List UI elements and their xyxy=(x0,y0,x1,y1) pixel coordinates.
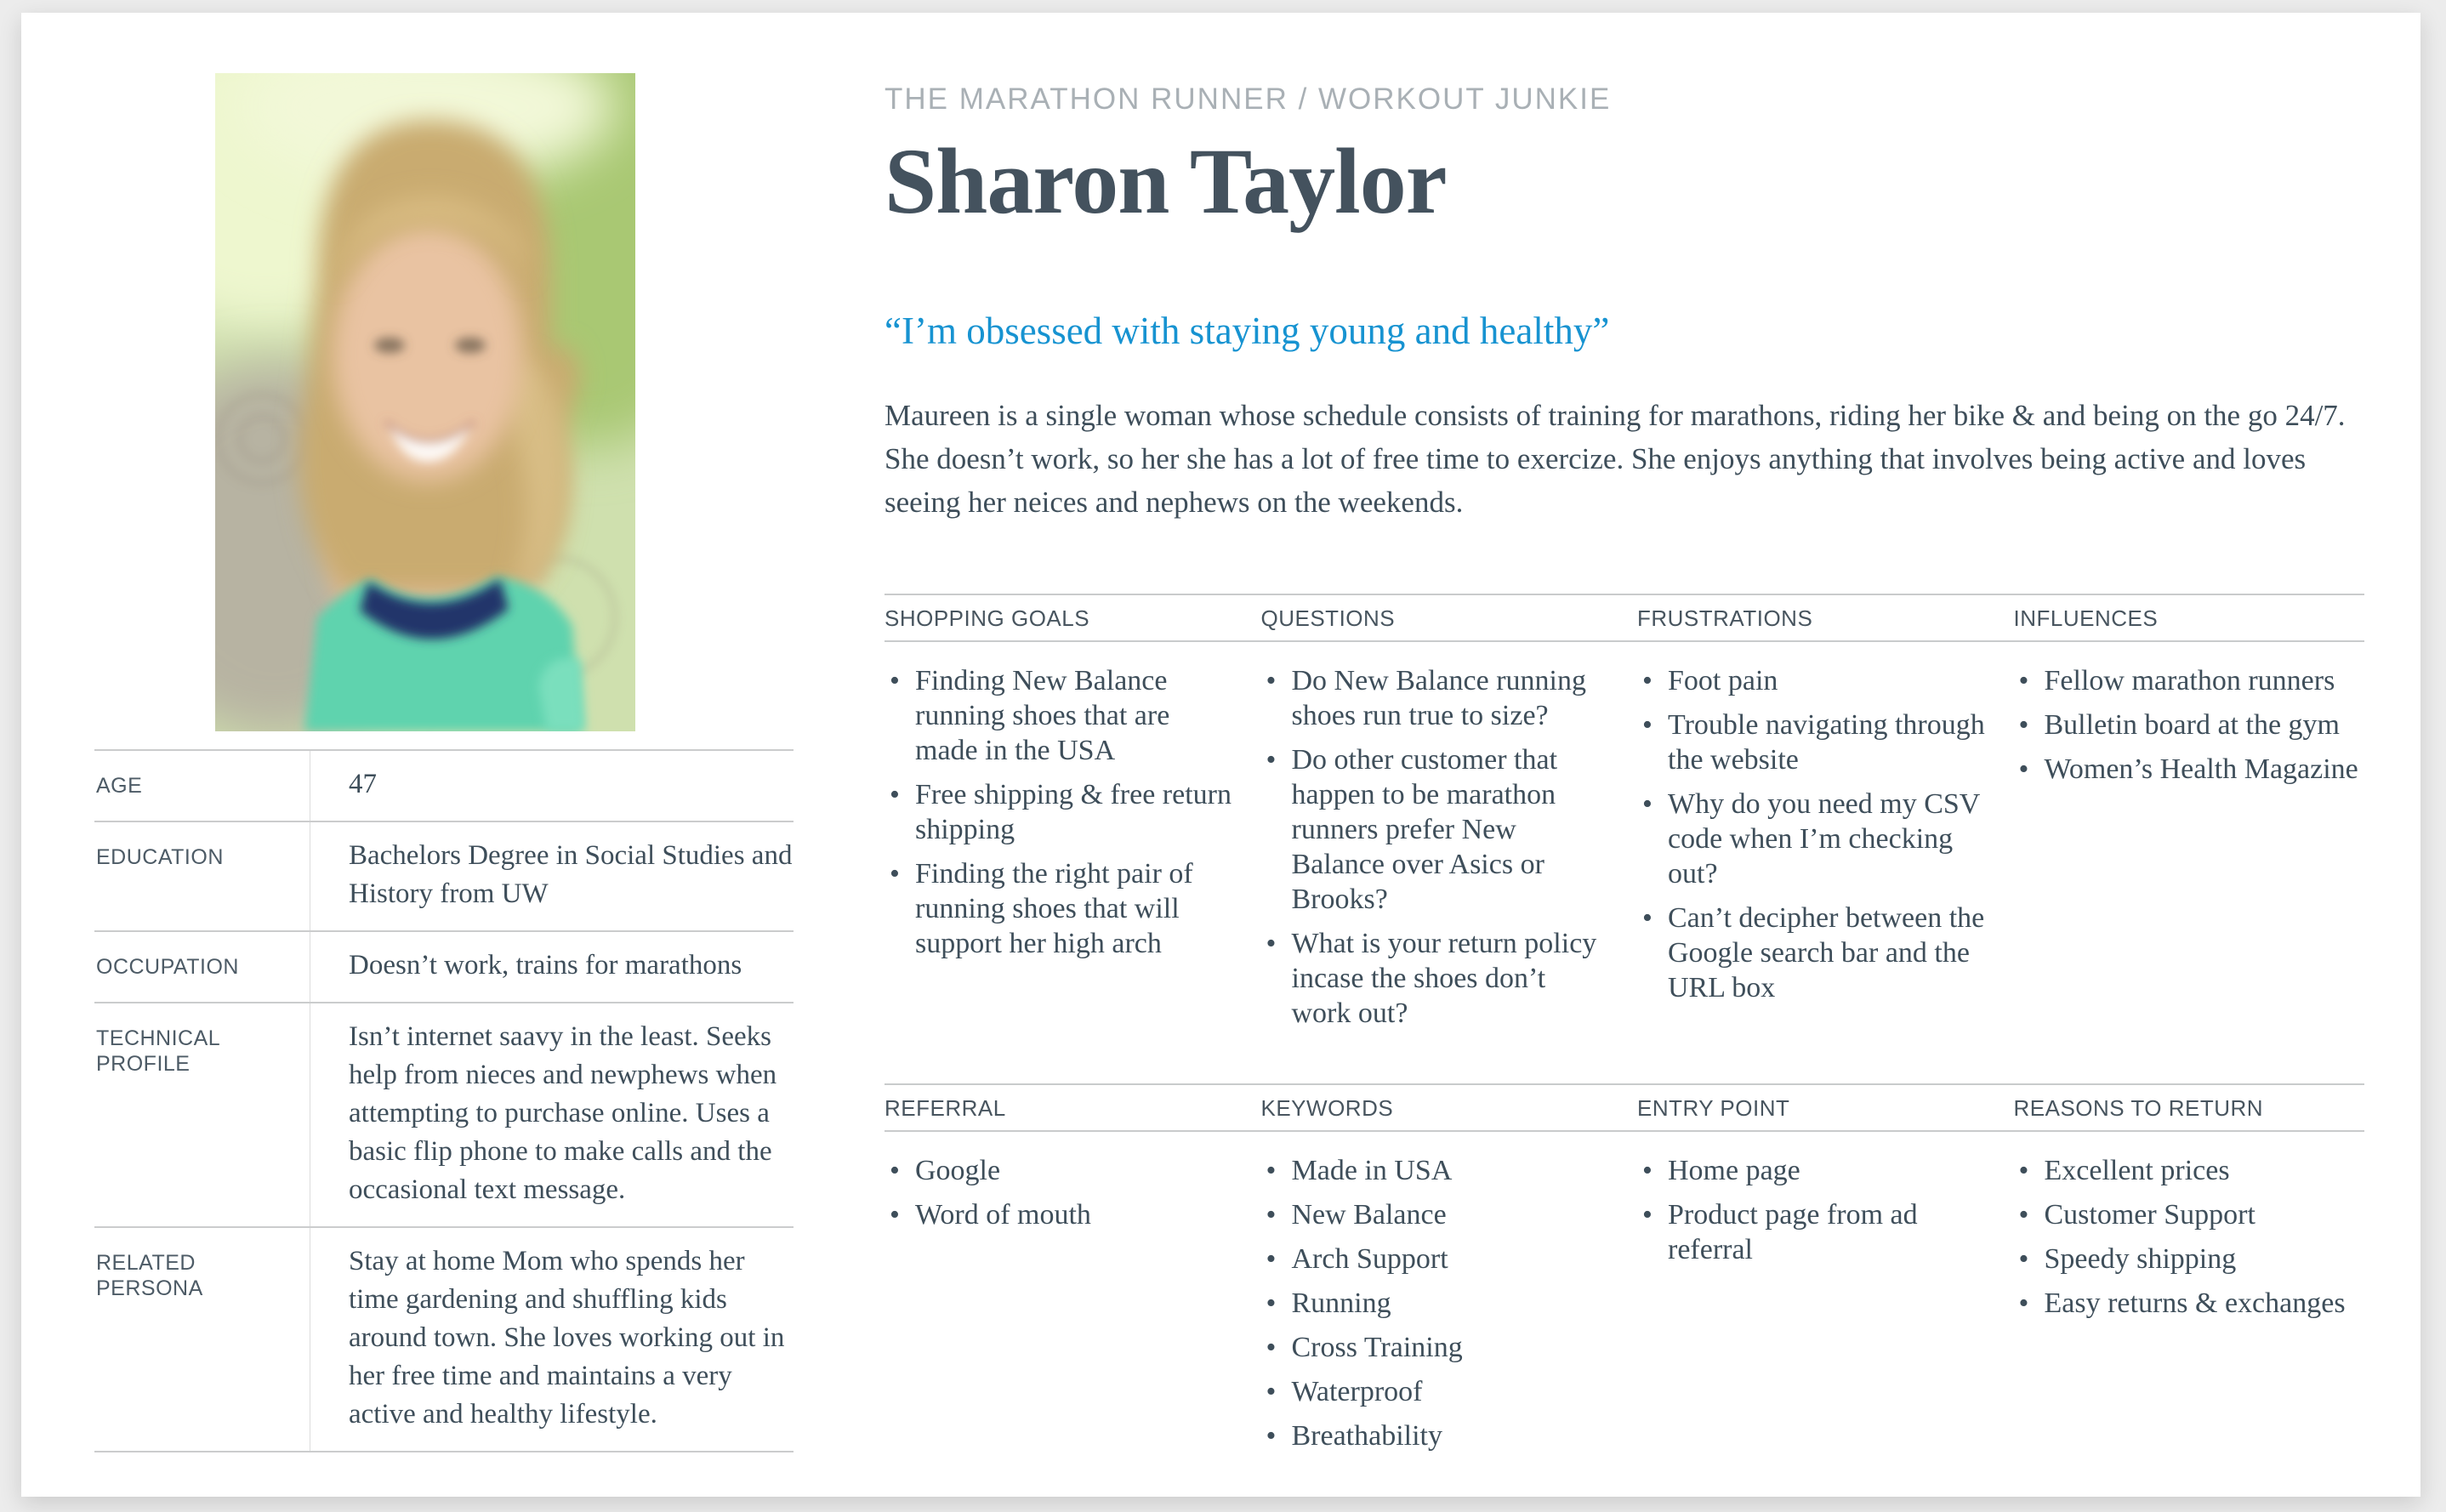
shopping-goals-list xyxy=(885,663,1236,1040)
attribute-row xyxy=(94,821,794,930)
bullet-item: • Google xyxy=(885,1153,1236,1188)
persona-quote: “I’m obsessed with staying young and healthy” xyxy=(885,310,1610,352)
portrait-photo xyxy=(215,73,635,731)
attribute-row xyxy=(94,930,794,1002)
attribute-value: Isn’t internet saavy in the least. Seeks help from nieces and newphews when attempting to purchase online. Uses a basic flip phone to make calls and the occasional text message. xyxy=(349,1021,777,1205)
attribute-row xyxy=(94,1226,794,1452)
frustrations-list xyxy=(1637,663,1988,1040)
section-title-keywords: KEYWORDS xyxy=(1260,1095,1394,1121)
bullet-item: • Easy returns & exchanges xyxy=(2014,1286,2365,1321)
bullet-item: • Do other customer that happen to be marathon runners prefer New Balance over Asics or Brooks? xyxy=(1261,742,1613,917)
bullet-item: • Breathability xyxy=(1261,1418,1613,1453)
bullet-item: • Waterproof xyxy=(1261,1374,1613,1409)
attribute-label: TECHNICAL PROFILE xyxy=(94,1003,310,1226)
referral-list xyxy=(885,1153,1236,1463)
bullet-item: • Finding New Balance running shoes that are made in the USA xyxy=(885,663,1236,768)
bullet-item: • Customer Support xyxy=(2014,1197,2365,1232)
attribute-row xyxy=(94,749,794,821)
sections-row-2 xyxy=(885,1083,2364,1463)
bullet-item: • Finding the right pair of running shoes that will support her high arch xyxy=(885,856,1236,961)
bullet-item: • New Balance xyxy=(1261,1197,1613,1232)
sections-row-1 xyxy=(885,594,2364,1040)
bullet-item: • Product page from ad referral xyxy=(1637,1197,1988,1267)
persona-summary: Maureen is a single woman whose schedule consists of training for marathons, riding her bike & and being on the go 24/7. She doesn’t work, so her she has a lot of free time to exercize. She enjoys anything that involves being active and loves seeing her neices and nephews on the weekends. xyxy=(885,399,2346,519)
bullet-item: • Trouble navigating through the website xyxy=(1637,708,1988,777)
section-lists-row-1 xyxy=(885,663,2364,1040)
section-title-entry-point: ENTRY POINT xyxy=(1637,1095,1790,1121)
section-title-questions: QUESTIONS xyxy=(1260,605,1396,631)
section-titles-row-2 xyxy=(885,1083,2364,1132)
attribute-value: Bachelors Degree in Social Studies and History from UW xyxy=(349,840,793,909)
bullet-item: • Women’s Health Magazine xyxy=(2014,752,2365,787)
keywords-list xyxy=(1261,1153,1613,1463)
entry-point-list xyxy=(1637,1153,1988,1463)
questions-list xyxy=(1261,663,1613,1040)
bullet-item: • Cross Training xyxy=(1261,1330,1613,1365)
section-title-influences: INFLUENCES xyxy=(2013,605,2159,631)
persona-card xyxy=(21,13,2420,1497)
section-title-referral: REFERRAL xyxy=(885,1095,1006,1121)
portrait-photo-illustration xyxy=(215,73,635,731)
bullet-item: • Bulletin board at the gym xyxy=(2014,708,2365,742)
attribute-value: Doesn’t work, trains for marathons xyxy=(349,950,742,981)
attribute-label: EDUCATION xyxy=(94,822,310,930)
bullet-item: • Fellow marathon runners xyxy=(2014,663,2365,698)
section-lists-row-2 xyxy=(885,1153,2364,1463)
bullet-item: • Foot pain xyxy=(1637,663,1988,698)
persona-name: Sharon Taylor xyxy=(885,129,1447,233)
bullet-item: • Free shipping & free return shipping xyxy=(885,777,1236,847)
attribute-value: 47 xyxy=(349,769,377,799)
bullet-item: • Speedy shipping xyxy=(2014,1242,2365,1276)
bullet-item: • Arch Support xyxy=(1261,1242,1613,1276)
attributes-table xyxy=(94,749,794,1452)
section-title-frustrations: FRUSTRATIONS xyxy=(1637,605,1813,631)
bullet-item: • Home page xyxy=(1637,1153,1988,1188)
bullet-item: • Excellent prices xyxy=(2014,1153,2365,1188)
bullet-item: • Do New Balance running shoes run true to size? xyxy=(1261,663,1613,733)
section-title-shopping-goals: SHOPPING GOALS xyxy=(885,605,1090,631)
persona-type-heading: THE MARATHON RUNNER / WORKOUT JUNKIE xyxy=(885,82,1612,116)
bullet-item: • Can’t decipher between the Google search bar and the URL box xyxy=(1637,901,1988,1005)
bullet-item: • Word of mouth xyxy=(885,1197,1236,1232)
attribute-row xyxy=(94,1002,794,1226)
reasons-to-return-list xyxy=(2014,1153,2365,1463)
attribute-value: Stay at home Mom who spends her time gardening and shuffling kids around town. She loves working out in her free time and maintains a very active and healthy lifestyle. xyxy=(349,1246,785,1430)
persona-main xyxy=(885,13,2380,1497)
bullet-item: • Running xyxy=(1261,1286,1613,1321)
influences-list xyxy=(2014,663,2365,1040)
section-titles-row-1 xyxy=(885,594,2364,642)
section-title-reasons-to-return: REASONS TO RETURN xyxy=(2013,1095,2264,1121)
attribute-label: AGE xyxy=(94,751,310,821)
attribute-label: RELATED PERSONA xyxy=(94,1228,310,1451)
attribute-label: OCCUPATION xyxy=(94,932,310,1002)
bullet-item: • Made in USA xyxy=(1261,1153,1613,1188)
bullet-item: • What is your return policy incase the shoes don’t work out? xyxy=(1261,926,1613,1031)
bullet-item: • Why do you need my CSV code when I’m checking out? xyxy=(1637,787,1988,891)
